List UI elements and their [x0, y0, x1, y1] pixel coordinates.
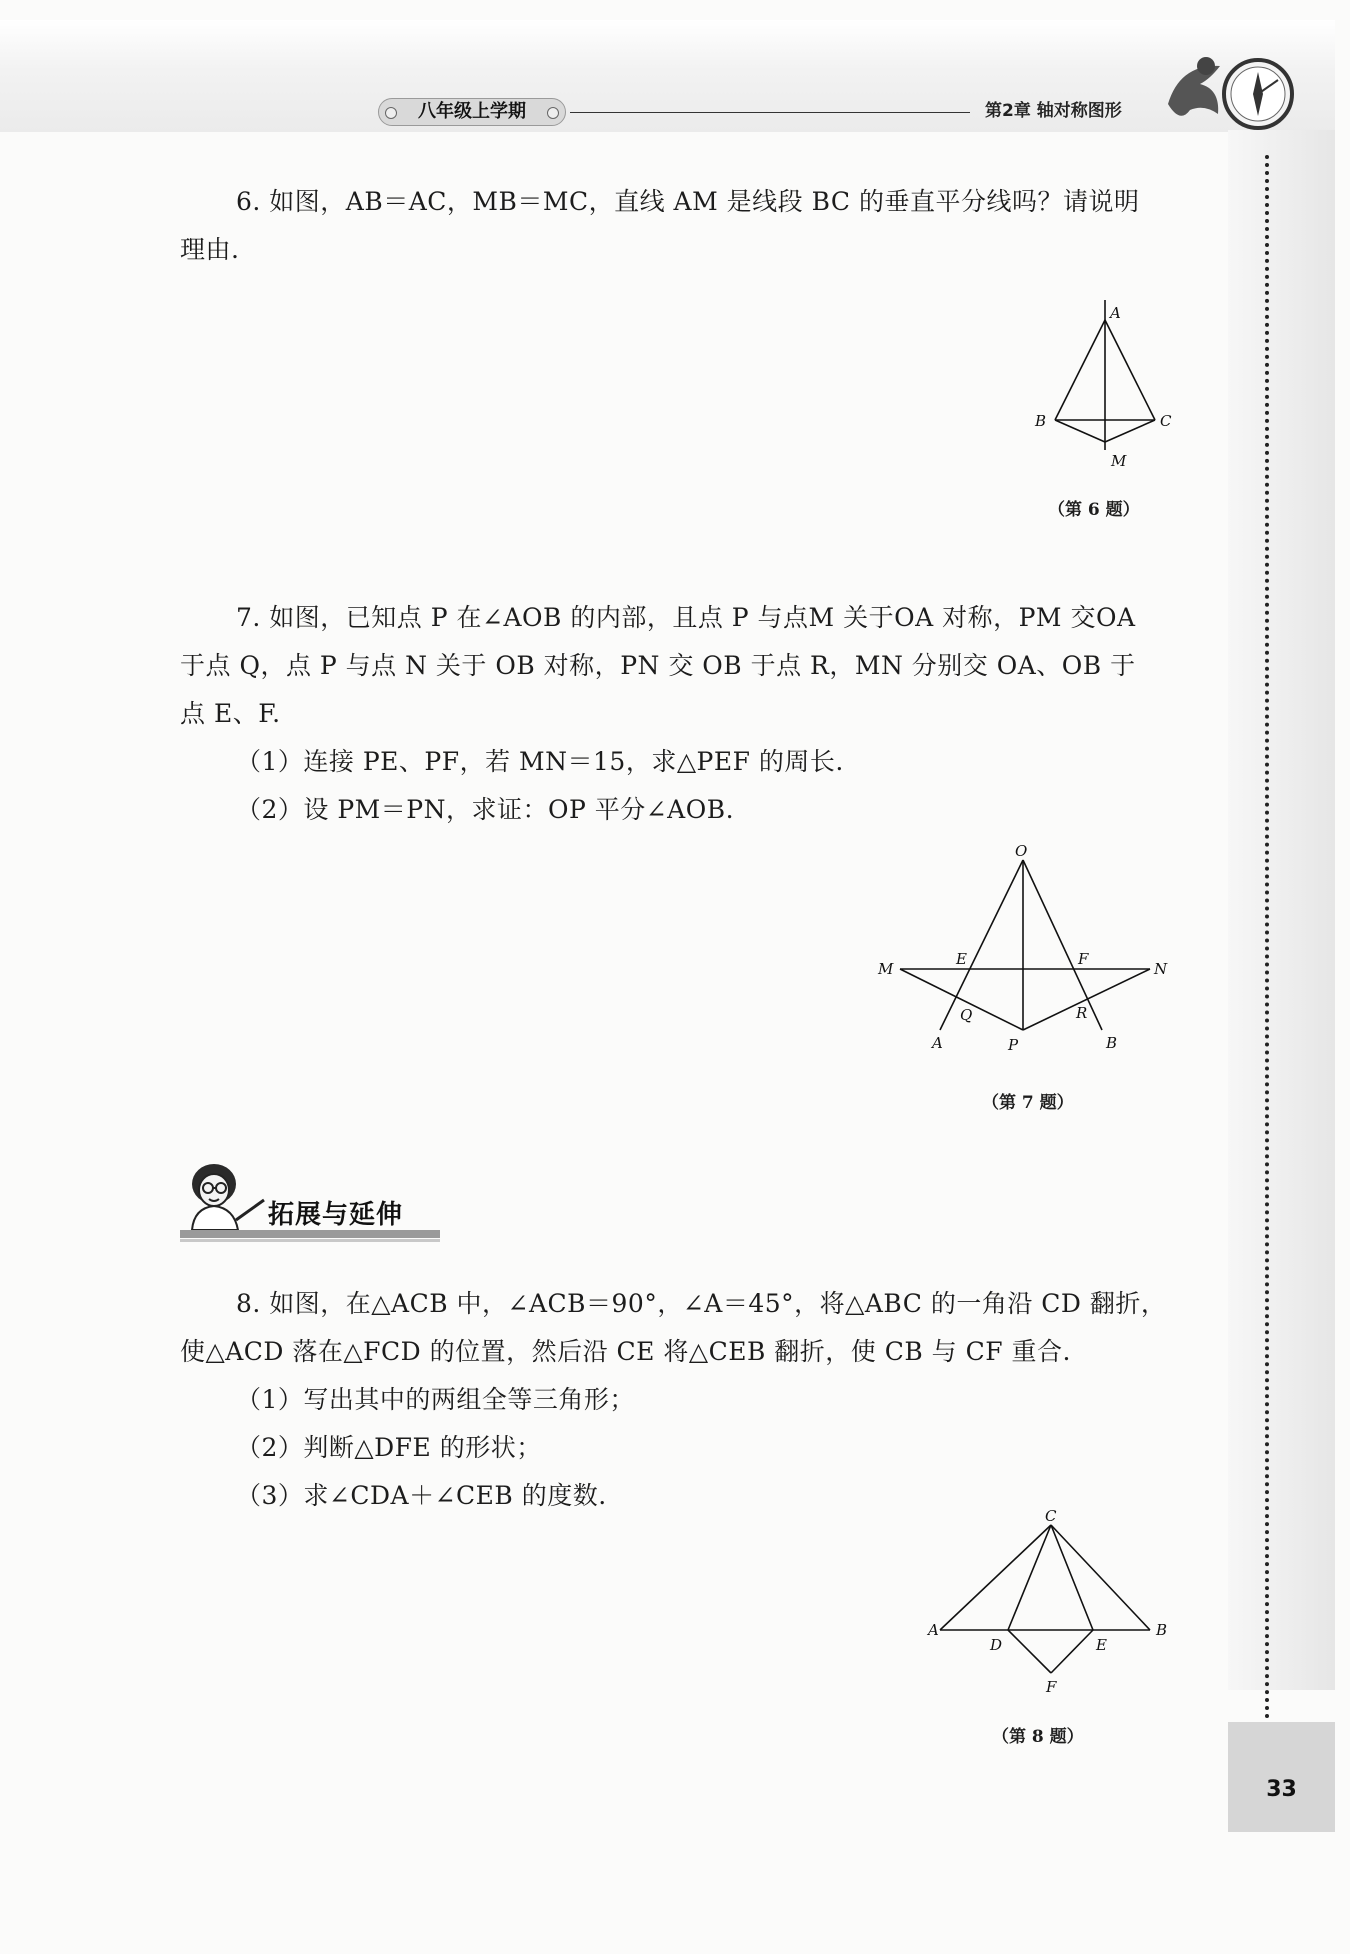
section-bar: [180, 1230, 440, 1238]
q7-label-A: A: [932, 1034, 943, 1052]
q6-line1: 6. 如图，AB＝AC，MB＝MC，直线 AM 是线段 BC 的垂直平分线吗？请说明: [236, 187, 1140, 216]
q7-label-Q: Q: [960, 1006, 973, 1024]
q6-line2: 理由.: [180, 235, 240, 264]
q7-part1: （1）连接 PE、PF，若 MN＝15，求△PEF 的周长.: [236, 747, 844, 776]
q7-label-F: F: [1078, 950, 1089, 968]
header-rule: [570, 112, 970, 113]
q7-label-N: N: [1154, 960, 1168, 978]
header-band: [0, 20, 1335, 132]
q8-line2: 使△ACD 落在△FCD 的位置，然后沿 CE 将△CEB 翻折，使 CB 与 CF 重合.: [180, 1337, 1071, 1366]
q8-caption: （第 8 题）: [992, 1727, 1084, 1747]
q7-figure: [870, 840, 1180, 1055]
grade-label: 八年级上学期: [378, 98, 566, 126]
page-number: 33: [1266, 1777, 1297, 1802]
q8-label-F: F: [1046, 1678, 1057, 1696]
q7-line2: 于点 Q，点 P 与点 N 关于 OB 对称，PN 交 OB 于点 R，MN 分别交 OA、OB 于: [180, 651, 1136, 680]
q7-label-P: P: [1008, 1036, 1019, 1054]
q8-part1: （1）写出其中的两组全等三角形；: [236, 1385, 635, 1414]
q6-figure: [1025, 300, 1185, 480]
q8-label-C: C: [1045, 1507, 1057, 1525]
q7-label-E: E: [956, 950, 967, 968]
q6-label-C: C: [1160, 412, 1172, 430]
section-heading: [180, 1160, 440, 1240]
q7-label-M: M: [878, 960, 894, 978]
q8-part3: （3）求∠CDA＋∠CEB 的度数.: [236, 1481, 607, 1510]
q7-line3: 点 E、F.: [180, 699, 281, 728]
q8-figure: [920, 1505, 1180, 1700]
q6-label-B: B: [1035, 412, 1047, 430]
q7-label-O: O: [1015, 842, 1028, 860]
q8-line1: 8. 如图，在△ACB 中，∠ACB＝90°，∠A＝45°，将△ABC 的一角沿 CD 翻折，: [236, 1289, 1167, 1318]
q8-label-D: D: [990, 1636, 1003, 1654]
q7-caption: （第 7 题）: [982, 1093, 1074, 1113]
q7-line1: 7. 如图，已知点 P 在∠AOB 的内部，且点 P 与点M 关于OA 对称，PM 交OA: [236, 603, 1136, 632]
teacher-icon: [180, 1160, 270, 1232]
q6-caption: （第 6 题）: [1048, 500, 1140, 520]
chapter-title: 第2章 轴对称图形: [985, 101, 1122, 121]
q6-label-A: A: [1110, 304, 1121, 322]
compass-runner-icon: [1160, 44, 1300, 144]
q7-label-B: B: [1106, 1034, 1118, 1052]
section-bar-shadow: [180, 1239, 440, 1242]
dotted-margin-line: [1265, 155, 1269, 1720]
q8-label-A: A: [928, 1621, 939, 1639]
q8-label-E: E: [1096, 1636, 1107, 1654]
margin-strip: [1228, 130, 1335, 1690]
q7-label-R: R: [1076, 1004, 1088, 1022]
q8-label-B: B: [1156, 1621, 1168, 1639]
q8-part2: （2）判断△DFE 的形状；: [236, 1433, 542, 1462]
q6-label-M: M: [1111, 452, 1127, 470]
section-title: 拓展与延伸: [268, 1200, 404, 1230]
q7-part2: （2）设 PM＝PN，求证：OP 平分∠AOB.: [236, 795, 735, 824]
